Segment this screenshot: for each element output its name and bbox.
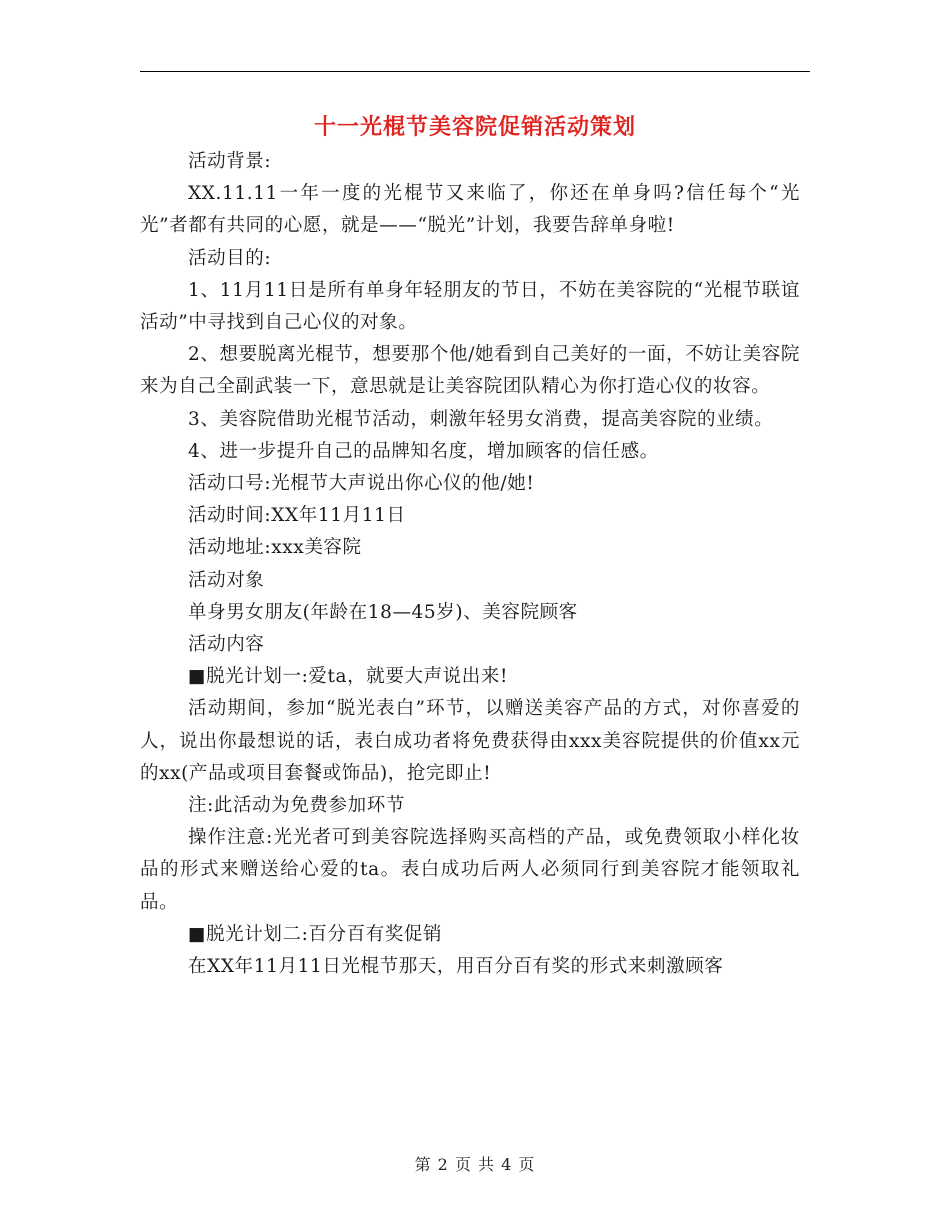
paragraph: 注:此活动为免费参加环节: [188, 795, 405, 817]
paragraph: 活动内容: [188, 634, 265, 656]
paragraph: 1、11月11日是所有单身年轻朋友的节日，不妨在美容院的“光棍节联谊活动”中寻找到自己心仪的对象。: [140, 279, 800, 334]
paragraph: 在XX年11月11日光棍节那天，用百分百有奖的形式来刺激顾客: [188, 956, 724, 978]
paragraph: 活动背景:: [188, 151, 272, 172]
paragraph: 3、美容院借助光棍节活动，刺激年轻男女消费，提高美容院的业绩。: [188, 408, 774, 430]
paragraph: 活动目的:: [188, 247, 272, 269]
paragraph: 活动时间:XX年11月11日: [188, 505, 406, 527]
paragraph: 活动地址:xxx美容院: [188, 537, 362, 559]
paragraph: 活动口号:光棍节大声说出你心仪的他/她!: [188, 473, 535, 495]
document-body: [140, 146, 800, 983]
paragraph: ■脱光计划二:百分百有奖促销: [188, 923, 443, 945]
paragraph: 活动期间，参加“脱光表白”环节，以赠送美容产品的方式，对你喜爱的人，说出你最想说的话，表白成功者将免费获得由xxx美容院提供的价值xx元的xx(产品或项目套餐或饰品)，抢完即止!: [140, 698, 800, 784]
paragraph: XX.11.11一年一度的光棍节又来临了，你还在单身吗?信任每个“光光”者都有共同的心愿，就是——“脱光”计划，我要告辞单身啦!: [140, 183, 800, 237]
paragraph: ■脱光计划一:爱ta，就要大声说出来!: [188, 666, 509, 688]
paragraph: 单身男女朋友(年龄在18—45岁)、美容院顾客: [188, 601, 578, 623]
paragraph: 活动对象: [188, 569, 265, 591]
page-number-footer: 第 2 页 共 4 页: [414, 1155, 536, 1174]
paragraph: 4、进一步提升自己的品牌知名度，增加顾客的信任感。: [188, 440, 659, 462]
header-rule: [140, 71, 810, 72]
document-title: 十一光棍节美容院促销活动策划: [313, 114, 636, 140]
paragraph: 操作注意:光光者可到美容院选择购买高档的产品，或免费领取小样化妆品的形式来赠送给心爱的ta。表白成功后两人必须同行到美容院才能领取礼品。: [140, 827, 800, 913]
paragraph: 2、想要脱离光棍节，想要那个他/她看到自己美好的一面，不妨让美容院来为自己全副武装一下，意思就是让美容院团队精心为你打造心仪的妆容。: [140, 344, 800, 398]
